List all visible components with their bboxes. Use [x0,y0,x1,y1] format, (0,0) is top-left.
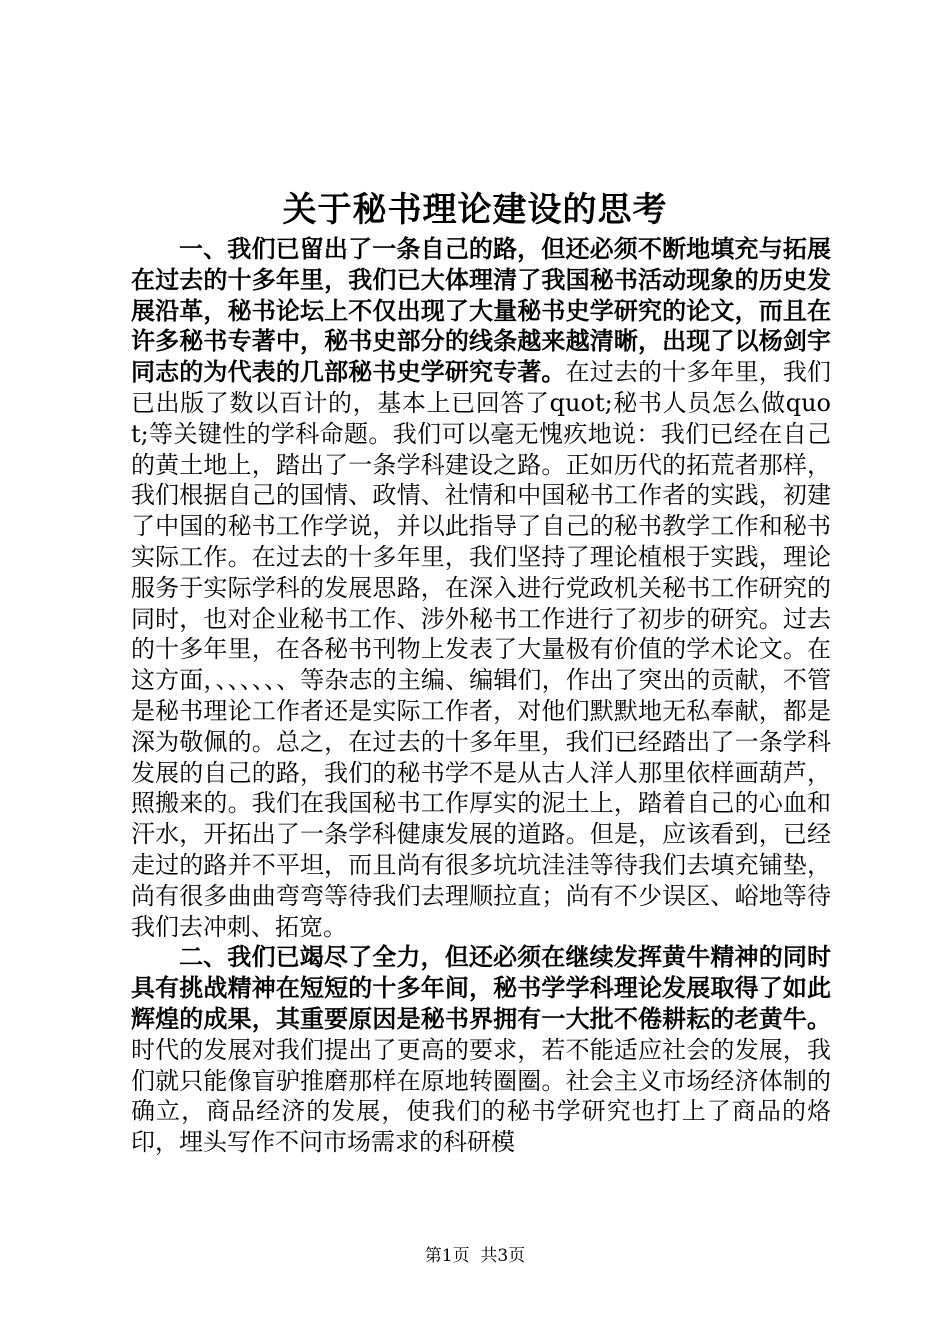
paragraph-1-lead: 一、我们已留出了一条自己的路，但还必须不断地填充与拓展在过去的十多年里，我们已大体理清了我国秘书活动现象的历史发展沿革，秘书论坛上不仅出现了大量秘书史学研究的论文，而且在许多秘书专著中，秘书史部分的线条越来越清晰，出现了以杨剑宇同志的为代表的几部秘书史学研究专著。 [131,234,831,387]
document-body [131,234,831,1158]
paragraph-1 [131,234,831,942]
footer-spacer [470,1246,481,1266]
page-number: 第1页 [424,1246,470,1266]
paragraph-2-text: 时代的发展对我们提出了更高的要求，若不能适应社会的发展，我们就只能像盲驴推磨那样在原地转圈圈。社会主义市场经济体制的确立，商品经济的发展，使我们的秘书学研究也打上了商品的烙印，埋头写作不问市场需求的科研模 [131,1035,831,1157]
page-total: 共3页 [480,1246,526,1266]
page-footer [0,1244,950,1268]
document-title: 关于秘书理论建设的思考 [282,190,668,230]
paragraph-1-text: 在过去的十多年里，我们已出版了数以百计的，基本上已回答了quot;秘书人员怎么做quot;等关键性的学科命题。我们可以毫无愧疚地说：我们已经在自己的黄土地上，踏出了一条学科建设之路。正如历代的拓荒者那样，我们根据自己的国情、政情、社情和中国秘书工作者的实践，初建了中国的秘书工作学说，并以此指导了自己的秘书教学工作和秘书实际工作。在过去的十多年里，我们坚持了理论植根于实践，理论服务于实际学科的发展思路，在深入进行党政机关秘书工作研究的同时，也对企业秘书工作、涉外秘书工作进行了初步的研究。过去的十多年里，在各秘书刊物上发表了大量极有价值的学术论文。在这方面，、、、、、、等杂志的主编、编辑们，作出了突出的贡献，不管是秘书理论工作者还是实际工作者，对他们默默地无私奉献，都是深为敬佩的。总之，在过去的十多年里，我们已经踏出了一条学科发展的自己的路，我们的秘书学不是从古人洋人那里依样画葫芦，照搬来的。我们在我国秘书工作厚实的泥土上，踏着自己的心血和汗水，开拓出了一条学科健康发展的道路。但是，应该看到，已经走过的路并不平坦，而且尚有很多坑坑洼洼等待我们去填充铺垫，尚有很多曲曲弯弯等待我们去理顺拉直；尚有不少误区、峪地等待我们去冲刺、拓宽。 [131,358,832,941]
paragraph-2 [131,942,831,1158]
paragraph-2-lead: 二、我们已竭尽了全力，但还必须在继续发挥黄牛精神的同时具有挑战精神在短短的十多年间，秘书学学科理论发展取得了如此辉煌的成果，其重要原因是秘书界拥有一大批不倦耕耘的老黄牛。 [131,942,831,1033]
